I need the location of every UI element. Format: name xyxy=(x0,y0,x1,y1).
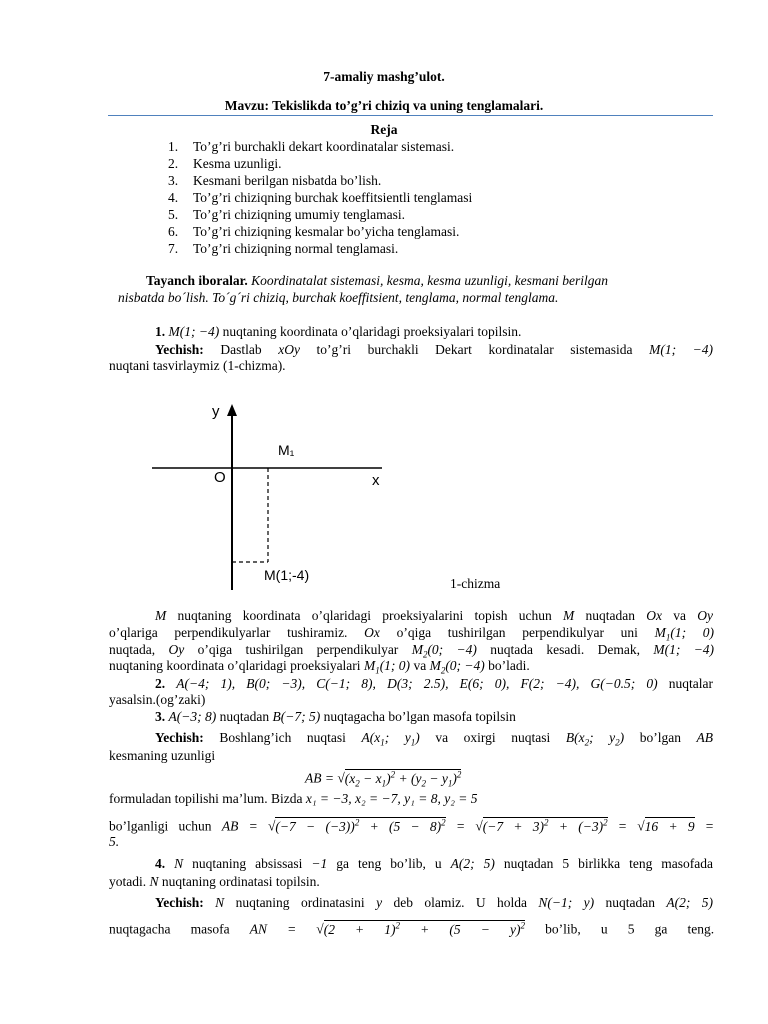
plan-item: To’g’ri chiziqning normal tenglamasi. xyxy=(193,241,399,256)
math-var: Ox xyxy=(646,608,663,623)
text: nuqtaning koordinata o’qlaridagi proeksiyalari xyxy=(109,658,361,673)
math-point: $M_2(0$; −4) xyxy=(429,658,485,676)
problem3-s4: kesmaning uzunligi xyxy=(109,748,216,763)
math-var: y xyxy=(376,895,383,910)
math-point: $B(x_2$; $y_2$) xyxy=(565,730,625,748)
math-point: M(1; −4) xyxy=(649,342,714,357)
text: va xyxy=(413,658,427,673)
problem3-statement xyxy=(155,709,516,725)
text: bo’lib, xyxy=(545,921,581,937)
problem-number: 4. xyxy=(155,856,166,871)
distance-formula: AB = $√(x_2 - x_1)^2 + (y_2 - y_1)^2$ xyxy=(305,769,462,789)
text: nuqtaning ordinatasini xyxy=(235,895,365,910)
plan-item: To’g’ri chiziqning kesmalar bo’yicha tenglamasi. xyxy=(193,224,460,239)
problem4-statement xyxy=(155,855,713,872)
plan-item: Kesma uzunligi. xyxy=(193,156,282,171)
problem2-statement xyxy=(155,675,713,692)
plan-num: 6. xyxy=(168,224,179,239)
text: nuqtada kesadi. Demak, xyxy=(490,642,640,657)
math-var: Ox xyxy=(364,625,380,640)
explanation-line4 xyxy=(109,658,530,676)
math-point: $M_1(1$; 0) xyxy=(654,625,715,643)
math-point: $A(x_1$; $y_1$) xyxy=(361,730,420,748)
text: masofa xyxy=(190,921,230,937)
computation: AB = $√(-7 - (-3))^2 + (5 - 8)^2 = √(-7 + 3)^2 + (-3)^2 = √16 + 9$ = xyxy=(221,817,715,834)
math-point: A(2; 5) xyxy=(450,856,495,871)
text: to’g’ri burchakli Dekart kordinatalar sistemasida xyxy=(316,342,633,357)
plan-num: 7. xyxy=(168,241,179,256)
explanation-line1 xyxy=(155,607,713,624)
text: formuladan topilishi ma’lum. Bizda xyxy=(109,791,303,806)
math-var: Oy xyxy=(168,642,185,657)
plan-heading: Reja xyxy=(370,122,398,137)
math-var: N xyxy=(215,895,225,910)
solution-label: Yechish: xyxy=(155,730,204,745)
problem-number: 1. xyxy=(155,324,166,339)
keywords-line1 xyxy=(146,273,608,289)
math-point: A(2; 5) xyxy=(666,895,714,910)
keywords-line2: nisbatda bo´lish. To´g´ri chiziq, burchak koeffitsient, tenglama, normal tenglama. xyxy=(118,290,559,305)
math-var: M xyxy=(155,608,167,623)
text: ga teng bo’lib, u xyxy=(336,856,442,871)
plan-num: 2. xyxy=(168,156,179,171)
text: ga xyxy=(654,921,668,937)
math-var: Oy xyxy=(697,608,714,623)
problem-number: 2. xyxy=(155,676,166,691)
math-point: M(1; −4) xyxy=(653,642,715,657)
text: nuqtaning koordinata o’qlaridagi proeksiyalarini topish uchun xyxy=(177,608,552,623)
text: Boshlang’ich nuqtasi xyxy=(219,730,346,745)
point-m: M(1; −4) xyxy=(168,324,220,339)
point-a: A(−3; 8) xyxy=(168,709,217,724)
problem3-solution xyxy=(155,729,713,752)
m1-label: M₁ xyxy=(278,442,295,458)
solution-label: Yechish: xyxy=(155,342,204,357)
text: nuqtadan 5 birlikka teng masofada xyxy=(503,856,714,871)
point-b: B(−7; 5) xyxy=(272,709,321,724)
plan-item: To’g’ri burchakli dekart koordinatalar sistemasi. xyxy=(193,139,455,154)
plan-num: 3. xyxy=(168,173,179,188)
math-var: N xyxy=(149,874,159,889)
math-point: $M_2(0$; −4) xyxy=(411,642,477,660)
math-var: M xyxy=(562,608,575,623)
text: o’qiga tushirilgan perpendikulyar xyxy=(197,642,399,657)
text: o’qlariga perpendikulyarlar tushiramiz. xyxy=(109,625,348,640)
text: nuqtaning ordinatasi topilsin. xyxy=(161,874,320,889)
figure-1-chizma xyxy=(150,402,400,592)
plan-num: 4. xyxy=(168,190,179,205)
doc-topic: Mavzu: Tekislikda to’g’ri chiziq va uning tenglamalari. xyxy=(224,98,544,113)
problem4-line2 xyxy=(109,874,320,890)
an-formula: AN = $√(2 + 1)^2 + (5 - y)^2$ xyxy=(249,920,525,937)
text: nuqtadan xyxy=(585,608,635,623)
keywords-label: Tayanch iboralar. xyxy=(146,273,248,288)
problem2-line2: yasalsin.(og’zaki) xyxy=(109,692,206,707)
text: yotadi. xyxy=(109,874,147,889)
text: bo’lganligi uchun xyxy=(109,818,212,834)
problem-number: 3. xyxy=(155,709,166,724)
text: nuqtaning absissasi xyxy=(192,856,303,871)
given-values: x₁ = −3, x₂ = −7, y₁ = 8, y₂ = 5 xyxy=(305,791,478,806)
problem-text: nuqtaning koordinata o’qlaridagi proeksiyalari topilsin. xyxy=(222,324,522,339)
x-axis-label: x xyxy=(372,472,380,489)
math-var: xOy xyxy=(278,342,300,357)
figure-caption: 1-chizma xyxy=(450,576,501,591)
text: o’qiga tushirilgan perpendikulyar uni xyxy=(396,625,638,640)
solution-label: Yechish: xyxy=(155,895,204,910)
point-list: A(−4; 1), B(0; −3), C(−1; 8), D(3; 2.5), E(6; 0), F(2; −4), G(−0.5; 0) xyxy=(176,676,658,691)
problem4-solution xyxy=(155,894,713,911)
text: 5 xyxy=(627,921,635,937)
text: deb olamiz. U holda xyxy=(393,895,527,910)
doc-title: 7-amaliy mashg’ulot. xyxy=(323,69,445,84)
text: va xyxy=(673,608,687,623)
plan-item: Kesmani berilgan nisbatda bo’lish. xyxy=(193,173,382,188)
plan-item: To’g’ri chiziqning burchak koeffitsientli tenglamasi xyxy=(193,190,473,205)
text: u xyxy=(600,921,608,937)
text: nuqtagacha xyxy=(109,921,171,937)
text: bo’lgan xyxy=(639,730,681,745)
problem1-statement xyxy=(155,324,521,340)
text: nuqtada, xyxy=(109,642,156,657)
computation-line xyxy=(109,814,714,835)
header-divider xyxy=(108,115,713,116)
origin-label: O xyxy=(214,469,226,486)
text: teng. xyxy=(687,921,715,937)
keywords-text: Koordinatalat sistemasi, kesma, kesma uzunligi, kesmani berilgan xyxy=(251,273,609,288)
m-point-label: M(1;-4) xyxy=(264,567,310,583)
text: nuqtadan xyxy=(605,895,655,910)
math-var: AB xyxy=(696,730,714,745)
formula-note-line xyxy=(109,791,478,807)
plan-item: To’g’ri chiziqning umumiy tenglamasi. xyxy=(193,207,406,222)
plan-num: 1. xyxy=(168,139,179,154)
problem4-solution-line2 xyxy=(109,917,714,938)
text: nuqtalar xyxy=(668,676,714,691)
plan-num: 5. xyxy=(168,207,179,222)
problem1-solution-end: nuqtani tasvirlaymiz (1-chizma). xyxy=(109,358,286,373)
result: 5. xyxy=(109,834,120,849)
y-axis-arrow xyxy=(227,404,237,416)
math-var: N xyxy=(174,856,184,871)
text: Dastlab xyxy=(220,342,262,357)
y-axis-label: y xyxy=(212,403,220,420)
problem1-solution xyxy=(155,341,713,358)
math-value: −1 xyxy=(311,856,328,871)
text: nuqtadan xyxy=(219,709,270,724)
math-point: $M_1(1$; 0) xyxy=(363,658,411,676)
text: nuqtagacha bo’lgan masofa topilsin xyxy=(323,709,516,724)
text: va oxirgi nuqtasi xyxy=(435,730,551,745)
math-point: N(−1; y) xyxy=(538,895,595,910)
text: bo’ladi. xyxy=(488,658,530,673)
